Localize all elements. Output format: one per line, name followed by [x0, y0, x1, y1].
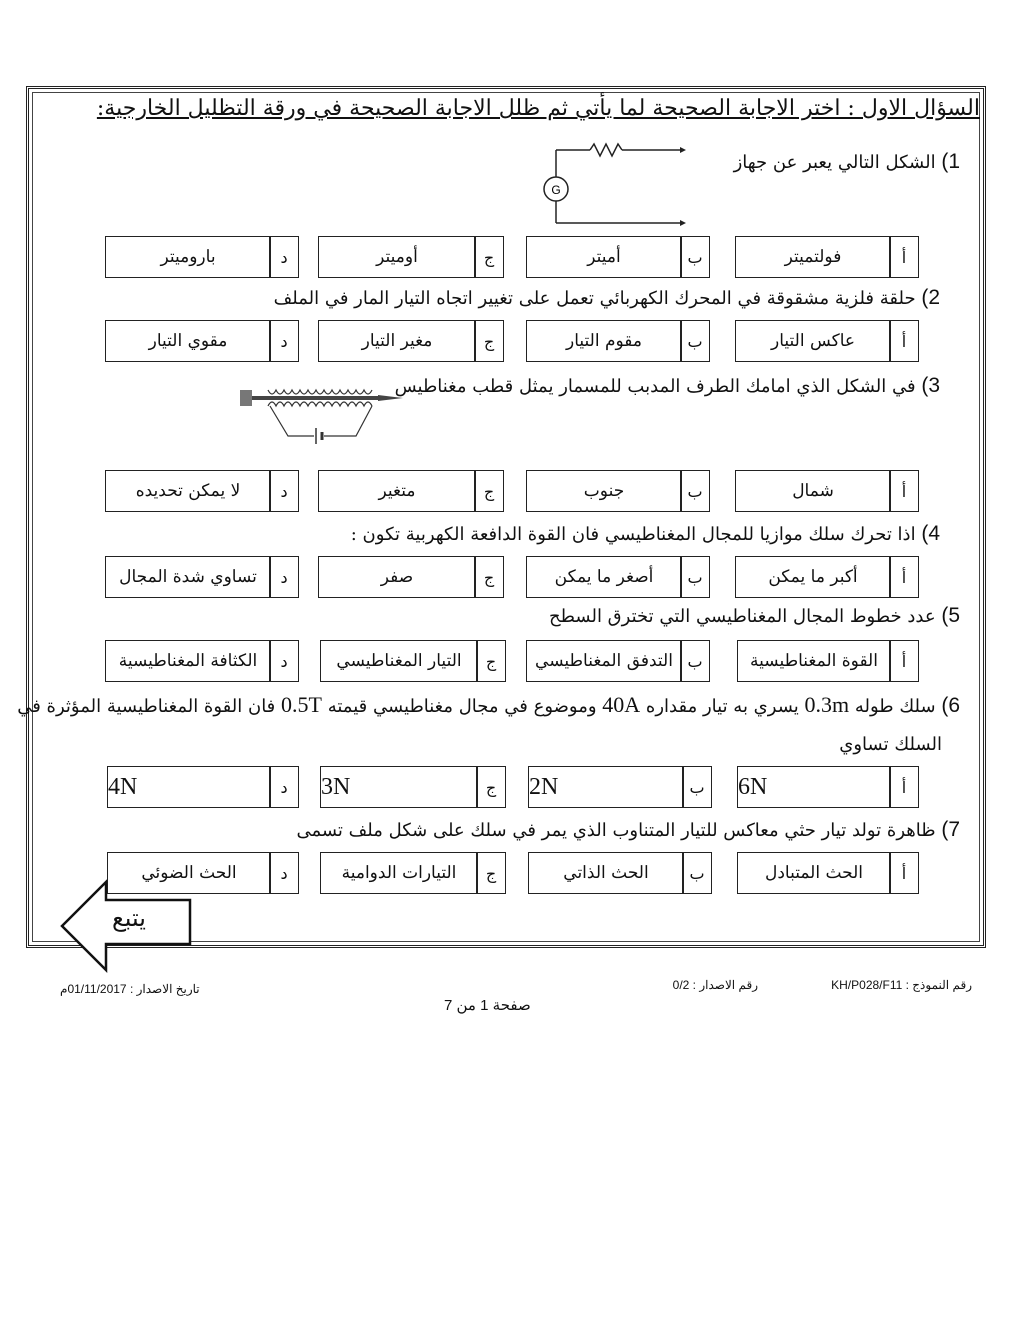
q1-option-b[interactable]: أميتر ب: [526, 236, 710, 278]
issue-date: تاريخ الاصدار : 01/11/2017م: [60, 982, 200, 996]
q4-option-a[interactable]: أكبر ما يمكن أ: [735, 556, 919, 598]
q5-option-c[interactable]: التيار المغناطيسي ج: [320, 640, 506, 682]
q4-option-d[interactable]: تساوي شدة المجال د: [105, 556, 299, 598]
q3-option-d[interactable]: لا يمكن تحديده د: [105, 470, 299, 512]
field-value: 0.5T: [281, 692, 322, 717]
q1-option-c[interactable]: أوميتر ج: [318, 236, 504, 278]
q1-option-a[interactable]: فولتميتر أ: [735, 236, 919, 278]
q2-option-c[interactable]: مغير التيار ج: [318, 320, 504, 362]
q6-option-b[interactable]: 2N ب: [528, 766, 712, 808]
q7-option-b[interactable]: الحث الذاتي ب: [528, 852, 712, 894]
q7-option-d[interactable]: الحث الضوئي د: [107, 852, 299, 894]
version-number: رقم الاصدار : 0/2: [672, 978, 758, 992]
q6-option-d[interactable]: 4N د: [107, 766, 299, 808]
question-3: 3) في الشكل الذي امامك الطرف المدبب للمسمار يمثل قطب مغناطيس: [394, 374, 940, 397]
question-5: 5) عدد خطوط المجال المغناطيسي التي تخترق السطح: [549, 604, 960, 627]
q5-option-d[interactable]: الكثافة المغناطيسية د: [105, 640, 299, 682]
question-1-text: الشكل التالي يعبر عن جهاز: [733, 152, 936, 173]
question-2-text: حلقة فلزية مشقوقة في المحرك الكهربائي تعمل على تغيير اتجاه التيار المار في الملف: [273, 288, 916, 309]
question-5-text: عدد خطوط المجال المغناطيسي التي تخترق السطح: [549, 606, 936, 627]
q7-option-c[interactable]: التيارات الدوامية ج: [320, 852, 506, 894]
q5-option-b[interactable]: التدفق المغناطيسي ب: [526, 640, 710, 682]
q6-option-c[interactable]: 3N ج: [320, 766, 506, 808]
galvanometer-circuit-diagram: [530, 135, 690, 235]
meter-label: G: [551, 183, 561, 197]
page-number: صفحة 1 من 7: [444, 997, 531, 1014]
q4-option-b[interactable]: أصغر ما يمكن ب: [526, 556, 710, 598]
question-4: 4) اذا تحرك سلك موازيا للمجال المغناطيسي فان القوة الدافعة الكهربية تكون :: [350, 522, 940, 545]
question-4-text: اذا تحرك سلك موازيا للمجال المغناطيسي فان القوة الدافعة الكهربية تكون :: [350, 524, 916, 545]
question-6-line-2: السلك تساوي: [839, 734, 942, 755]
q3-option-b[interactable]: جنوب ب: [526, 470, 710, 512]
current-value: 40A: [602, 692, 641, 717]
form-number: رقم النموذج : KH/P028/F11: [831, 978, 972, 992]
nail-electromagnet-diagram: [238, 380, 408, 450]
question-3-text: في الشكل الذي امامك الطرف المدبب للمسمار يمثل قطب مغناطيس: [394, 376, 916, 397]
q2-option-b[interactable]: مقوم التيار ب: [526, 320, 710, 362]
continue-label[interactable]: يتبع: [112, 904, 146, 932]
section-heading: السؤال الاول : اختر الاجابة الصحيحة لما يأتي ثم ظلل الاجابة الصحيحة في ورقة التظليل الخارجية:: [96, 96, 980, 121]
page-border-inner: [32, 92, 980, 942]
q3-option-a[interactable]: شمال أ: [735, 470, 919, 512]
q5-option-a[interactable]: القوة المغناطيسية أ: [737, 640, 919, 682]
question-6: 6) سلك طوله 0.3m يسري به تيار مقداره 40A وموضوع في مجال مغناطيسي قيمته 0.5T فان القوة المغناطيسية المؤثرة في: [17, 692, 960, 717]
question-7-text: ظاهرة تولد تيار حثي معاكس للتيار المتناوب الذي يمر في سلك على شكل ملف تسمى: [296, 820, 936, 841]
q3-option-c[interactable]: متغير ج: [318, 470, 504, 512]
wire-length-value: 0.3m: [804, 692, 850, 717]
q4-option-c[interactable]: صفر ج: [318, 556, 504, 598]
q1-option-d[interactable]: باروميتر د: [105, 236, 299, 278]
q7-option-a[interactable]: الحث المتبادل أ: [737, 852, 919, 894]
q2-option-a[interactable]: عاكس التيار أ: [735, 320, 919, 362]
question-1: 1) الشكل التالي يعبر عن جهاز: [733, 150, 960, 173]
question-2: 2) حلقة فلزية مشقوقة في المحرك الكهربائي تعمل على تغيير اتجاه التيار المار في الملف: [273, 286, 940, 309]
question-7: 7) ظاهرة تولد تيار حثي معاكس للتيار المتناوب الذي يمر في سلك على شكل ملف تسمى: [296, 818, 960, 841]
q6-option-a[interactable]: 6N أ: [737, 766, 919, 808]
q2-option-d[interactable]: مقوي التيار د: [105, 320, 299, 362]
